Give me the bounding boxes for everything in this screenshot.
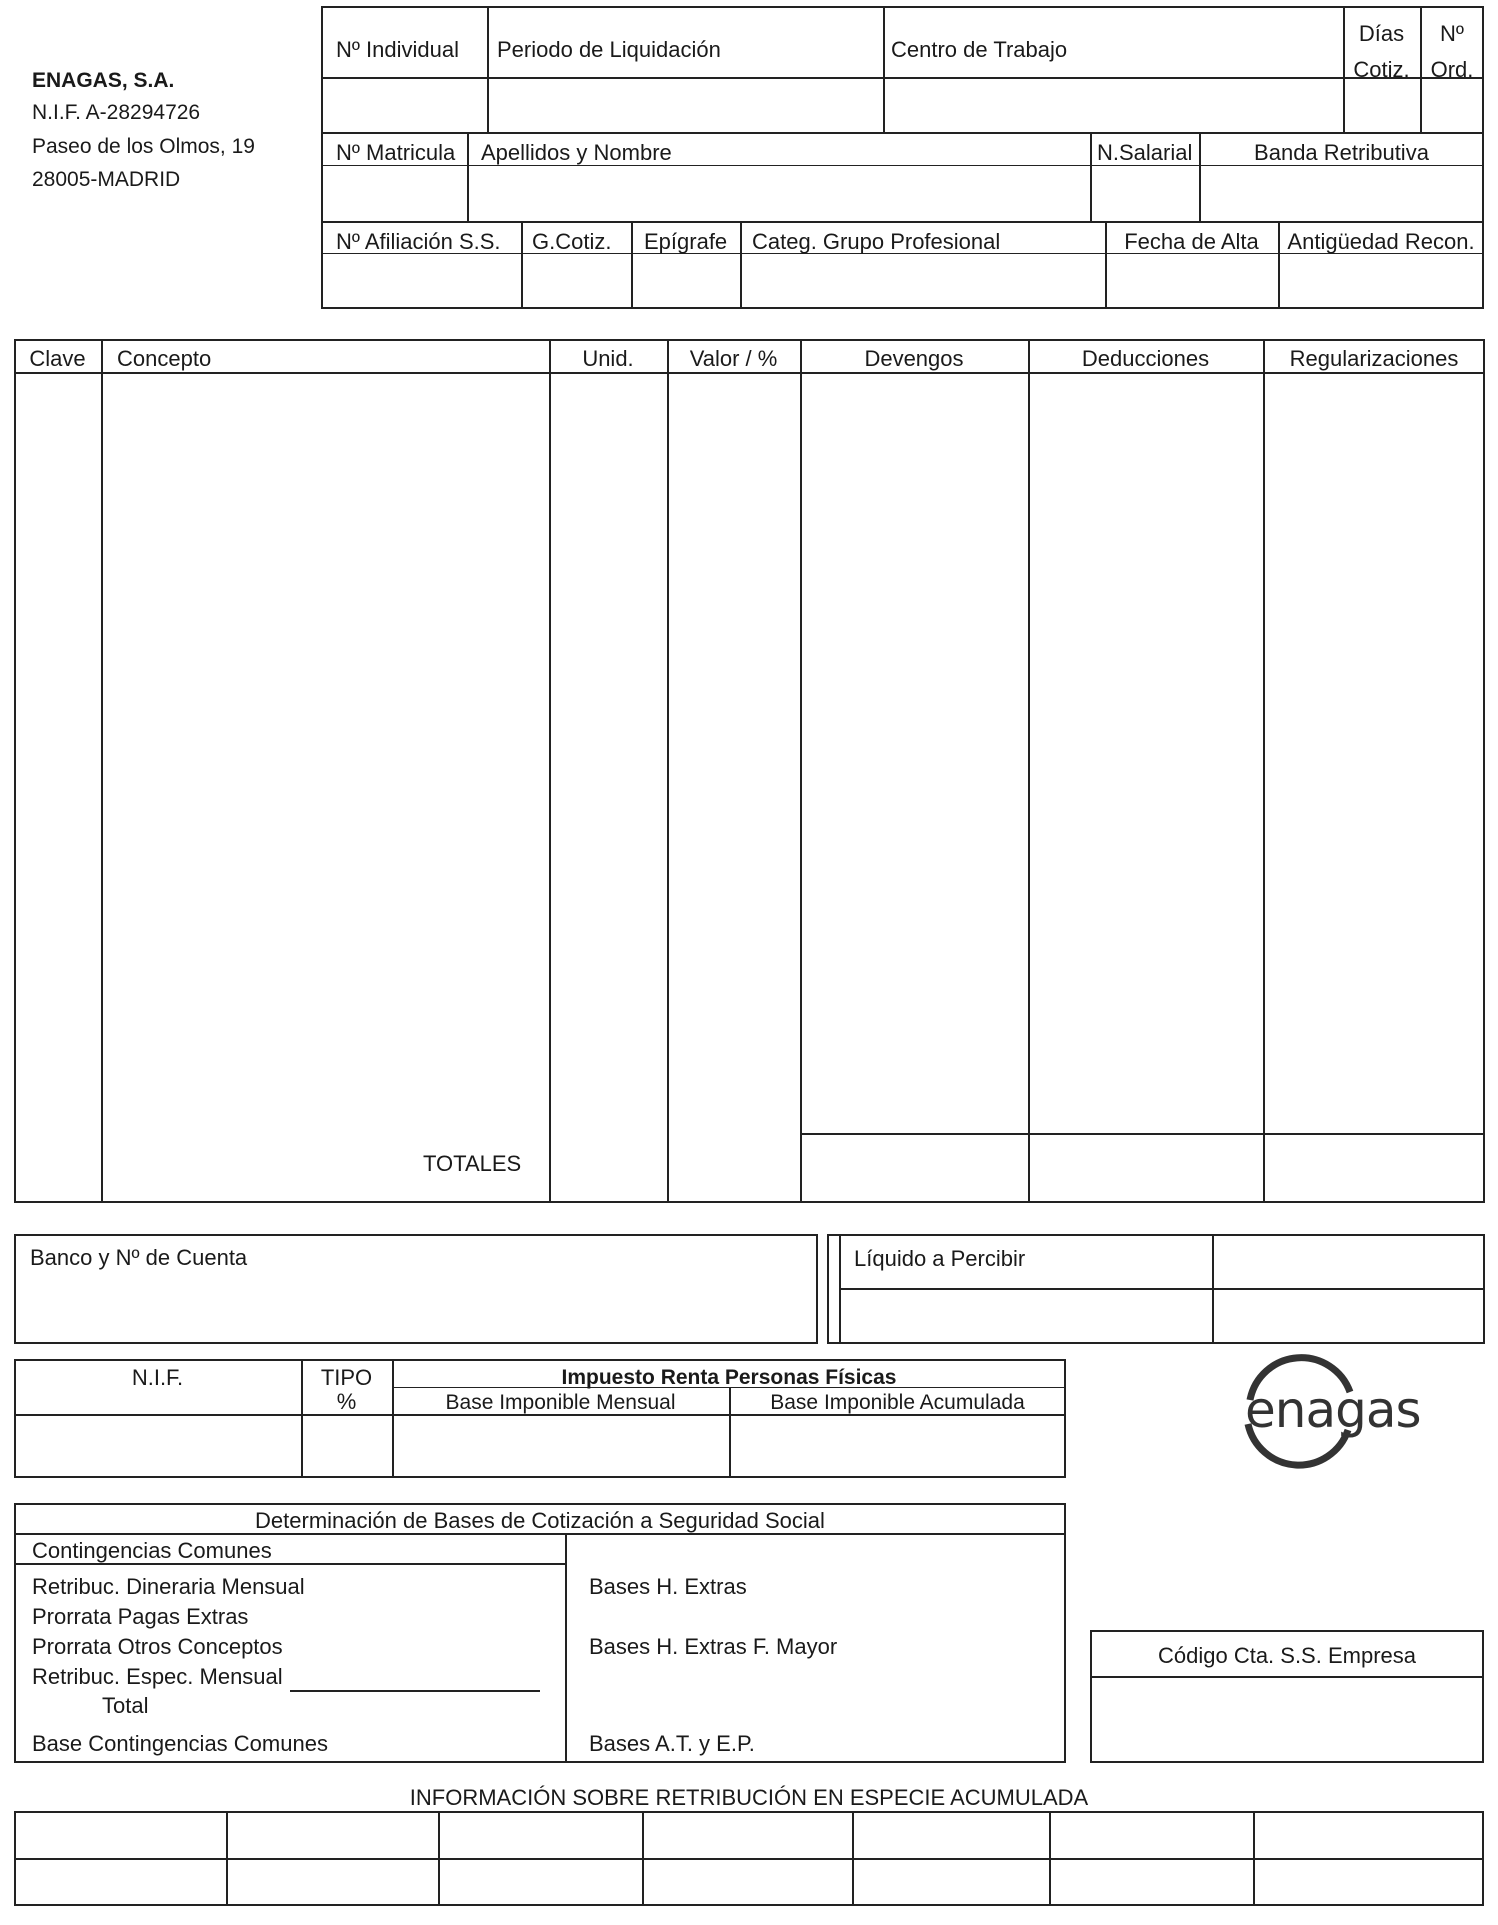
header-divider bbox=[321, 132, 1484, 134]
label-irpf-nif: N.I.F. bbox=[131, 1365, 184, 1390]
label-ord: Ord. bbox=[1430, 57, 1474, 82]
especie-sep bbox=[1049, 1811, 1051, 1906]
label-bases-at: Bases A.T. y E.P. bbox=[589, 1731, 755, 1756]
header-divider bbox=[321, 221, 1484, 223]
company-nif: N.I.F. A-28294726 bbox=[32, 101, 201, 124]
especie-sep bbox=[1253, 1811, 1255, 1906]
label-total: Total bbox=[102, 1693, 149, 1718]
company-address: Paseo de los Olmos, 19 bbox=[32, 135, 255, 158]
liquido-divider bbox=[839, 1288, 1485, 1290]
label-base-acumulada: Base Imponible Acumulada bbox=[770, 1391, 1025, 1414]
label-matricula: Nº Matricula bbox=[336, 140, 456, 165]
label-retrib-espec: Retribuc. Espec. Mensual bbox=[32, 1664, 283, 1689]
label-contingencias: Contingencias Comunes bbox=[32, 1538, 272, 1563]
irpf-divider bbox=[14, 1414, 1066, 1416]
label-afiliacion: Nº Afiliación S.S. bbox=[336, 229, 501, 254]
label-dias: Días bbox=[1358, 21, 1405, 46]
concepts-col-sep bbox=[101, 339, 103, 1203]
label-codigo-ss: Código Cta. S.S. Empresa bbox=[1157, 1643, 1416, 1668]
col-valor: Valor / % bbox=[689, 346, 778, 371]
concepts-col-sep bbox=[1028, 339, 1030, 1203]
label-prorrata-pagas: Prorrata Pagas Extras bbox=[32, 1604, 249, 1629]
ss-divider bbox=[14, 1533, 1066, 1535]
col-concepto: Concepto bbox=[117, 346, 212, 371]
label-centro: Centro de Trabajo bbox=[891, 37, 1068, 62]
label-n-individual: Nº Individual bbox=[336, 37, 459, 62]
label-n: Nº bbox=[1440, 21, 1464, 46]
irpf-title: Impuesto Renta Personas Físicas bbox=[561, 1366, 897, 1389]
label-bases-hextras-fm: Bases H. Extras F. Mayor bbox=[589, 1634, 838, 1659]
label-liquido: Líquido a Percibir bbox=[854, 1246, 1026, 1271]
label-bases-hextras: Bases H. Extras bbox=[589, 1574, 747, 1599]
header-col-sep bbox=[631, 221, 633, 309]
especie-sep bbox=[852, 1811, 854, 1906]
header-divider bbox=[321, 77, 1484, 79]
col-devengos: Devengos bbox=[864, 346, 964, 371]
especie-divider bbox=[14, 1858, 1484, 1860]
label-antiguedad: Antigüedad Recon. bbox=[1287, 229, 1475, 254]
especie-sep bbox=[438, 1811, 440, 1906]
label-categ: Categ. Grupo Profesional bbox=[752, 229, 1001, 254]
label-retrib-dineraria: Retribuc. Dineraria Mensual bbox=[32, 1574, 305, 1599]
header-col-sep bbox=[740, 221, 742, 309]
header-col-sep bbox=[521, 221, 523, 309]
label-base-cc: Base Contingencias Comunes bbox=[32, 1731, 328, 1756]
label-epigrafe: Epígrafe bbox=[644, 229, 728, 254]
header-col-sep bbox=[487, 6, 489, 133]
label-banco: Banco y Nº de Cuenta bbox=[30, 1245, 248, 1270]
label-tipo: TIPO bbox=[320, 1365, 373, 1390]
col-clave: Clave bbox=[29, 346, 86, 371]
col-regularizaciones: Regularizaciones bbox=[1289, 346, 1459, 371]
totales-label: TOTALES bbox=[423, 1151, 522, 1176]
label-base-mensual: Base Imponible Mensual bbox=[445, 1391, 676, 1414]
label-periodo: Periodo de Liquidación bbox=[497, 37, 721, 62]
ss-title: Determinación de Bases de Cotización a Seguridad Social bbox=[255, 1508, 825, 1533]
header-col-sep bbox=[1090, 132, 1092, 222]
company-city: 28005-MADRID bbox=[32, 168, 181, 191]
label-fecha-alta: Fecha de Alta bbox=[1124, 229, 1259, 254]
codigo-ss-divider bbox=[1090, 1676, 1484, 1678]
ss-sep bbox=[565, 1533, 567, 1763]
label-prorrata-otros: Prorrata Otros Conceptos bbox=[32, 1634, 283, 1659]
ss-total-line bbox=[290, 1690, 540, 1692]
especie-title: INFORMACIÓN SOBRE RETRIBUCIÓN EN ESPECIE ACUMULADA bbox=[409, 1785, 1089, 1810]
label-cotiz: Cotiz. bbox=[1353, 57, 1410, 82]
concepts-col-sep bbox=[667, 339, 669, 1203]
col-deducciones: Deducciones bbox=[1081, 346, 1210, 371]
col-unid: Unid. bbox=[582, 346, 634, 371]
ss-divider bbox=[14, 1563, 565, 1565]
concepts-col-sep bbox=[1263, 339, 1265, 1203]
header-col-sep bbox=[467, 132, 469, 222]
header-divider bbox=[321, 165, 1484, 166]
totals-line bbox=[800, 1133, 1485, 1135]
label-gcotiz: G.Cotiz. bbox=[532, 229, 612, 254]
header-col-sep bbox=[883, 6, 885, 133]
concepts-col-sep bbox=[800, 339, 802, 1203]
especie-sep bbox=[642, 1811, 644, 1906]
label-apellidos: Apellidos y Nombre bbox=[481, 140, 672, 165]
especie-sep bbox=[226, 1811, 228, 1906]
company-name: ENAGAS, S.A. bbox=[32, 69, 175, 92]
label-banda: Banda Retributiva bbox=[1254, 140, 1429, 165]
label-nsalarial: N.Salarial bbox=[1097, 140, 1193, 165]
logo-text: enagas bbox=[1245, 1381, 1421, 1439]
concepts-col-sep bbox=[549, 339, 551, 1203]
label-tipo-pct: % bbox=[336, 1389, 357, 1414]
